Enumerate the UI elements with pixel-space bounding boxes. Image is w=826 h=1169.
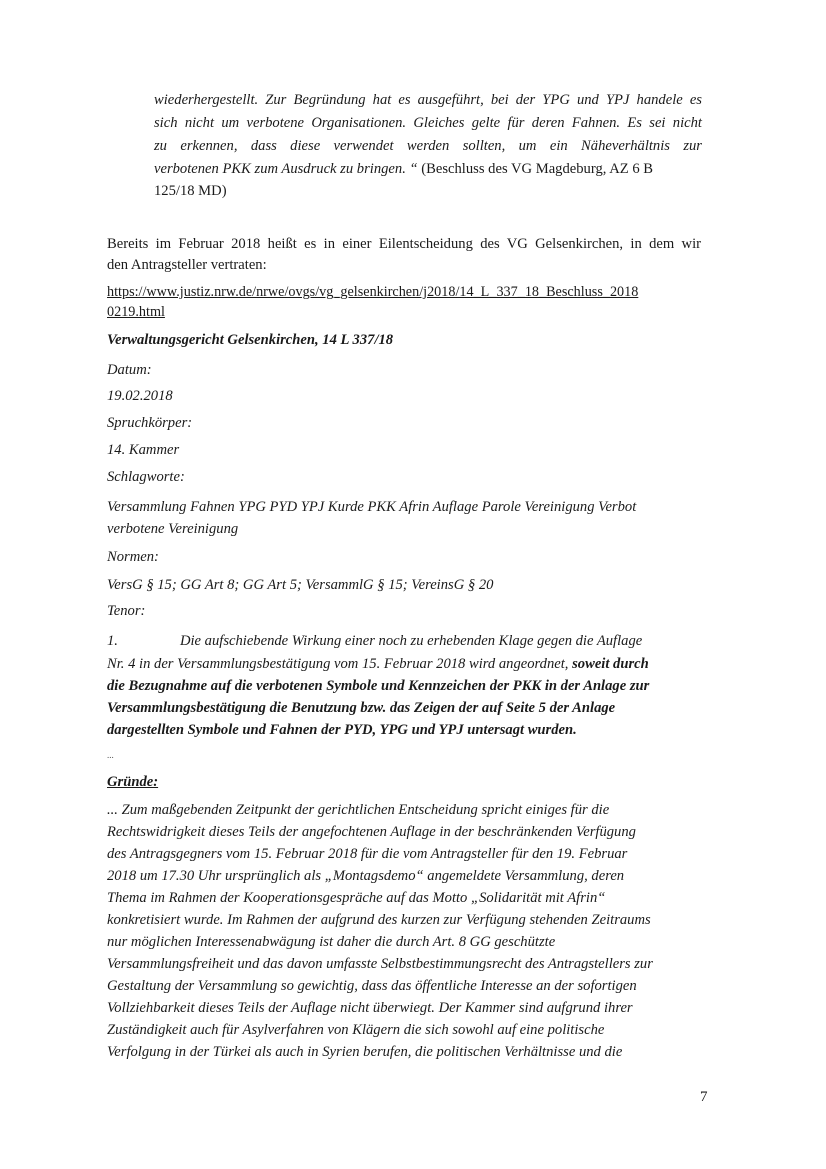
link-line-1[interactable]: https://www.justiz.nrw.de/nrwe/ovgs/vg_gelsenkirchen/j2018/14_L_337_18_Beschluss_2018 <box>107 284 639 300</box>
gruende-line: Gestaltung der Versammlung so gewichtig, dass das öffentliche Interesse an der sofortigen <box>107 978 637 994</box>
datum-label: Datum: <box>107 362 152 378</box>
tenor-first-line <box>107 632 642 650</box>
intro-line: den Antragsteller vertraten: <box>107 257 267 273</box>
tenor-label: Tenor: <box>107 603 146 619</box>
normen-label: Normen: <box>107 549 159 565</box>
schlagworte-label: Schlagworte: <box>107 469 185 485</box>
gruende-line: des Antragsgegners vom 15. Februar 2018 für die vom Antragsteller für den 19. Februar <box>107 846 628 862</box>
source-link-continued[interactable] <box>107 303 165 321</box>
spruchkoerper-label: Spruchkörper: <box>107 415 193 431</box>
intro-line: Bereits im Februar 2018 heißt es in einer Eilentscheidung des VG Gelsenkirchen, in dem wir <box>107 236 701 252</box>
schlagworte-value-continued: verbotene Vereinigung <box>107 521 239 537</box>
tenor-line-bold: dargestellten Symbole und Fahnen der PYD, YPG und YPJ untersagt wurden. <box>107 722 577 738</box>
gruende-line: Thema im Rahmen der Kooperationsgespräche auf das Motto „Solidarität mit Afrin“ <box>107 890 606 906</box>
tenor-emphasis: soweit durch <box>572 656 649 672</box>
tenor-line-bold: die Bezugnahme auf die verbotenen Symbole und Kennzeichen der PKK in der Anlage zur <box>107 678 650 694</box>
gruende-heading: Gründe: <box>107 774 159 790</box>
tenor-text: Nr. 4 in der Versammlungsbestätigung vom 15. Februar 2018 wird angeordnet, <box>107 656 573 672</box>
citation: (Beschluss des VG Magdeburg, AZ 6 B <box>421 161 654 177</box>
page-number: 7 <box>700 1089 708 1105</box>
link-line-2[interactable]: 0219.html <box>107 304 165 320</box>
citation-continued: 125/18 MD) <box>154 183 227 199</box>
ellipsis: ... <box>107 750 114 760</box>
schlagworte-value: Versammlung Fahnen YPG PYD YPJ Kurde PKK Afrin Auflage Parole Vereinigung Verbot <box>107 499 637 515</box>
quote-line: zu erkennen, dass diese verwendet werden sollten, um ein Näheverhältnis zur <box>154 138 702 154</box>
datum-value: 19.02.2018 <box>107 388 173 404</box>
gruende-line: Rechtswidrigkeit dieses Teils der angefochtenen Auflage in der beschränkenden Verfügung <box>107 824 636 840</box>
gruende-line: Vollziehbarkeit dieses Teils der Auflage nicht überwiegt. Der Kammer sind aufgrund ihrer <box>107 1000 633 1016</box>
gruende-line: Verfolgung in der Türkei als auch in Syrien berufen, die politischen Verhältnisse und die <box>107 1044 623 1060</box>
quote-line <box>154 160 653 178</box>
tenor-line-bold: Versammlungsbestätigung die Benutzung bzw. das Zeigen der auf Seite 5 der Anlage <box>107 700 616 716</box>
quote-line: wiederhergestellt. Zur Begründung hat es ausgeführt, bei der YPG und YPJ handele es <box>154 92 702 108</box>
gruende-line: nur möglichen Interessenabwägung ist daher die durch Art. 8 GG geschützte <box>107 934 556 950</box>
normen-value: VersG § 15; GG Art 8; GG Art 5; VersammlG § 15; VereinsG § 20 <box>107 577 494 593</box>
gruende-line: Versammlungsfreiheit und das davon umfasste Selbstbestimmungsrecht des Antragstellers zur <box>107 956 653 972</box>
gruende-line: 2018 um 17.30 Uhr ursprünglich als „Montagsdemo“ angemeldete Versammlung, deren <box>107 868 625 884</box>
source-link[interactable] <box>107 283 638 301</box>
gruende-line: Zuständigkeit auch für Asylverfahren von Klägern die sich sowohl auf eine politische <box>107 1022 605 1038</box>
quote-line: sich nicht um verbotene Organisationen. Gleiches gelte für deren Fahnen. Es sei nicht <box>154 115 702 131</box>
gruende-line: ... Zum maßgebenden Zeitpunkt der gerichtlichen Entscheidung spricht einiges für die <box>107 802 610 818</box>
tenor-text: Die aufschiebende Wirkung einer noch zu erhebenden Klage gegen die Auflage <box>179 633 643 649</box>
gruende-line: konkretisiert wurde. Im Rahmen der aufgrund des kurzen zur Verfügung stehenden Zeitraums <box>107 912 651 928</box>
spruchkoerper-value: 14. Kammer <box>107 442 180 458</box>
tenor-number: 1. <box>107 633 118 649</box>
quote-text: verbotenen PKK zum Ausdruck zu bringen. “ <box>154 161 418 177</box>
tenor-line <box>107 655 649 673</box>
court-heading: Verwaltungsgericht Gelsenkirchen, 14 L 337/18 <box>107 332 394 348</box>
